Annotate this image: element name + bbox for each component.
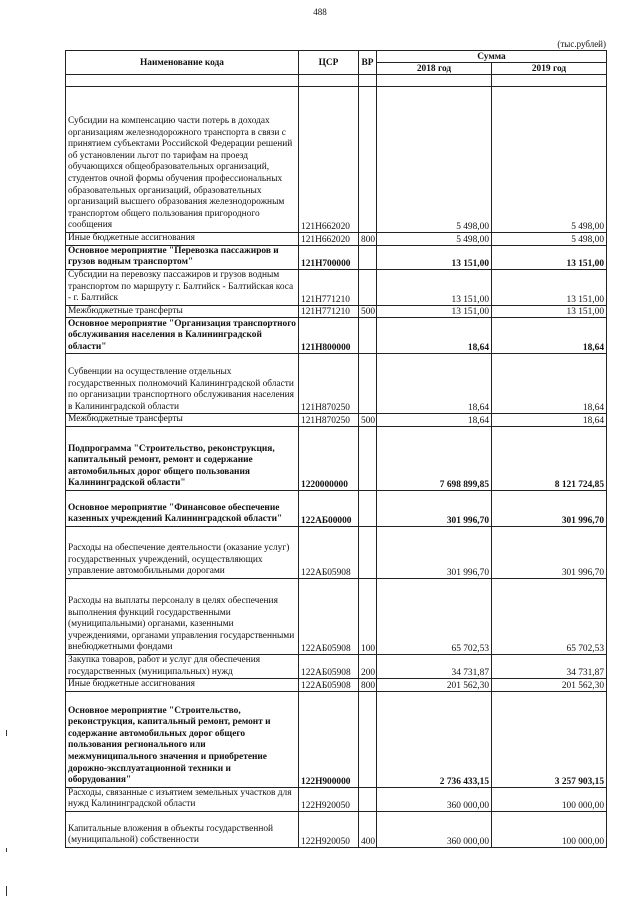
row-2018: 18,64 [377,318,492,354]
row-2018: 2 736 433,15 [377,691,492,787]
row-2019: 3 257 903,15 [492,691,607,787]
row-vr [359,354,377,414]
row-2018: 5 498,00 [377,87,492,233]
row-2019: 5 498,00 [492,233,607,246]
row-vr: 400 [359,811,377,847]
row-csr: 121Н771210 [299,269,359,305]
row-2018: 360 000,00 [377,787,492,811]
row-vr [359,490,377,526]
row-csr: 121Н800000 [299,318,359,354]
row-name: Субвенции на осуществление отдельных государственных полномочий Калининградской области по организации транспортного обслуживания населения в Калининградской области [66,354,299,414]
row-2018: 301 996,70 [377,526,492,578]
table-row [66,305,607,318]
row-csr: 122Н920050 [299,787,359,811]
row-vr: 200 [359,654,377,678]
row-vr: 500 [359,305,377,318]
row-name: Расходы, связанные с изъятием земельных участков для нужд Калининградской области [66,787,299,811]
row-csr: 122АБ05908 [299,654,359,678]
row-csr: 122АБ05908 [299,679,359,692]
scan-margin-mark [6,886,7,896]
row-name: Основное мероприятие "Организация транспортного обслуживания населения в Калининградской области" [66,318,299,354]
row-vr [359,318,377,354]
row-2018: 13 151,00 [377,305,492,318]
row-2019: 18,64 [492,318,607,354]
row-csr: 122АБ05908 [299,526,359,578]
row-name: Подпрограмма "Строительство, реконструкция, капитальный ремонт, ремонт и содержание автомобильных дорог общего пользования Калининградской области" [66,426,299,490]
table-row [66,811,607,847]
row-vr [359,426,377,490]
row-csr: 121Н662020 [299,87,359,233]
row-2018: 301 996,70 [377,490,492,526]
row-name: Иные бюджетные ассигнования [66,679,299,692]
row-vr [359,526,377,578]
table-row [66,654,607,678]
row-name: Основное мероприятие "Перевозка пассажиров и грузов водным транспортом" [66,245,299,269]
row-vr: 800 [359,233,377,246]
budget-table [65,50,607,848]
table-row [66,679,607,692]
row-2019: 100 000,00 [492,787,607,811]
table-row [66,245,607,269]
row-2019: 301 996,70 [492,526,607,578]
table-row [66,578,607,654]
row-2018: 18,64 [377,354,492,414]
table-row [66,787,607,811]
row-2019: 34 731,87 [492,654,607,678]
row-csr: 121Н870250 [299,354,359,414]
row-2019: 201 562,30 [492,679,607,692]
row-vr [359,245,377,269]
scan-margin-mark [6,848,7,852]
row-name: Расходы на обеспечение деятельности (оказание услуг) государственных учреждений, осуществляющих управление автомобильными дорогами [66,526,299,578]
header-2019: 2019 год [492,63,607,75]
row-csr: 121Н870250 [299,414,359,427]
row-vr: 800 [359,679,377,692]
row-vr [359,787,377,811]
row-2019: 65 702,53 [492,578,607,654]
row-name: Основное мероприятие "Финансовое обеспечение казенных учреждений Калининградской области" [66,490,299,526]
page-number: 488 [313,7,327,17]
row-2018: 201 562,30 [377,679,492,692]
row-vr [359,87,377,233]
row-2019: 18,64 [492,414,607,427]
row-name: Межбюджетные трансферты [66,414,299,427]
row-2018: 34 731,87 [377,654,492,678]
table-row [66,269,607,305]
units-label: (тыс.рублей) [557,39,606,49]
table-row [66,526,607,578]
header-2018: 2018 год [377,63,492,75]
header-vr: ВР [359,51,377,75]
row-name: Субсидии на компенсацию части потерь в доходах организациям железнодорожного транспорта в связи с принятием субъектами Российской Федерации решений об установлении льгот по тарифам на проезд обучающихся общеобразовательных организаций, студентов очной формы обучения профессиональных образовательных организаций, образовательных организаций высшего образования железнодорожным транспортом общего пользования пригородного сообщения [66,87,299,233]
row-2018: 65 702,53 [377,578,492,654]
row-name: Иные бюджетные ассигнования [66,233,299,246]
table-row [66,490,607,526]
row-2019: 13 151,00 [492,269,607,305]
row-name: Межбюджетные трансферты [66,305,299,318]
row-2019: 18,64 [492,354,607,414]
row-name: Основное мероприятие "Строительство, реконструкция, капитальный ремонт, ремонт и содержание автомобильных дорог общего пользования регионального или межмуниципального значения и приобретение дорожно-эксплуатационной техники и оборудования" [66,691,299,787]
row-name: Закупка товаров, работ и услуг для обеспечения государственных (муниципальных) нужд [66,654,299,678]
scan-margin-mark [6,730,7,736]
row-2018: 360 000,00 [377,811,492,847]
row-vr [359,691,377,787]
row-name: Расходы на выплаты персоналу в целях обеспечения выполнения функций государственными (муниципальными) органами, казенными учреждениями, органами управления государственными внебюджетными фондами [66,578,299,654]
row-2019: 100 000,00 [492,811,607,847]
row-2018: 13 151,00 [377,245,492,269]
header-name: Наименование кода [66,51,299,75]
table-row [66,318,607,354]
table-row [66,414,607,427]
table-row [66,233,607,246]
row-csr: 122АБ05908 [299,578,359,654]
row-vr: 100 [359,578,377,654]
row-csr: 121Н700000 [299,245,359,269]
table-row [66,426,607,490]
row-2019: 301 996,70 [492,490,607,526]
table-row [66,87,607,233]
row-2018: 7 698 899,85 [377,426,492,490]
row-name: Капитальные вложения в объекты государственной (муниципальной) собственности [66,811,299,847]
row-csr: 121Н662020 [299,233,359,246]
row-csr: 122АБ00000 [299,490,359,526]
row-csr: 122Н920050 [299,811,359,847]
row-vr: 500 [359,414,377,427]
row-csr: 1220000000 [299,426,359,490]
row-2018: 5 498,00 [377,233,492,246]
row-vr [359,269,377,305]
table-row [66,354,607,414]
header-csr: ЦСР [299,51,359,75]
row-2018: 18,64 [377,414,492,427]
row-2019: 13 151,00 [492,305,607,318]
table-row [66,691,607,787]
row-csr: 121Н771210 [299,305,359,318]
row-csr: 122Н900000 [299,691,359,787]
row-2018: 13 151,00 [377,269,492,305]
row-name: Субсидии на перевозку пассажиров и грузов водным транспортом по маршруту г. Балтийск - Балтийская коса - г. Балтийск [66,269,299,305]
header-sum: Сумма [377,51,607,63]
row-2019: 8 121 724,85 [492,426,607,490]
row-2019: 5 498,00 [492,87,607,233]
row-2019: 13 151,00 [492,245,607,269]
